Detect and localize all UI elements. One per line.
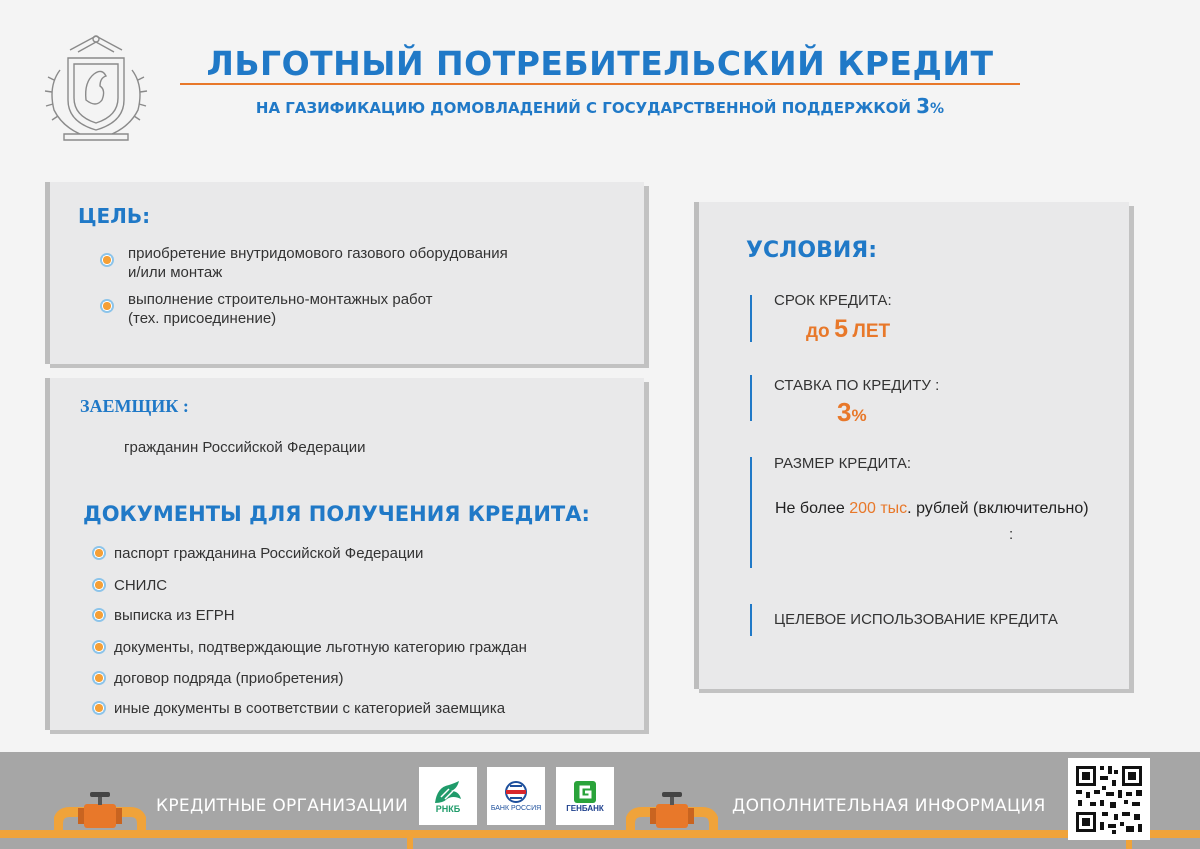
- bullet-icon: [92, 671, 106, 685]
- qr-code-icon[interactable]: [1068, 758, 1150, 840]
- goal-item-line2: и/или монтаж: [128, 264, 223, 281]
- bullet-icon: [92, 608, 106, 622]
- subtitle-rate-value: 3: [916, 94, 931, 118]
- gas-valve-icon: [626, 790, 718, 843]
- crimea-coat-of-arms-icon: [40, 30, 152, 142]
- document-item-text: документы, подтверждающие льготную категорию граждан: [114, 639, 527, 656]
- borrower-text: гражданин Российской Федерации: [124, 439, 366, 456]
- more-info-label: ДОПОЛНИТЕЛЬНАЯ ИНФОРМАЦИЯ: [732, 796, 1046, 816]
- term-number: 5: [834, 315, 849, 343]
- genbank-logo-icon[interactable]: [556, 767, 614, 825]
- rate-value: [837, 397, 867, 428]
- bullet-icon: [92, 546, 106, 560]
- document-item-text: паспорт гражданина Российской Федерации: [114, 545, 424, 562]
- document-item-text: договор подряда (приобретения): [114, 670, 344, 687]
- purpose-marker: [750, 604, 752, 636]
- subtitle-rate-pct: %: [930, 101, 945, 117]
- goal-item: [100, 290, 433, 328]
- title-underline: [180, 83, 1020, 85]
- purpose-label: ЦЕЛЕВОЕ ИСПОЛЬЗОВАНИЕ КРЕДИТА: [774, 611, 1058, 628]
- bank-name: БАНК РОССИЯ: [490, 804, 542, 812]
- conditions-panel: [694, 202, 1129, 689]
- document-item-text: СНИЛС: [114, 577, 168, 594]
- document-item: [92, 576, 167, 595]
- bank-rossiya-logo-icon[interactable]: [487, 767, 545, 825]
- goal-panel: [45, 182, 644, 364]
- goal-item: [100, 244, 508, 282]
- term-prefix: до: [806, 321, 830, 342]
- gas-valve-icon: [54, 790, 146, 843]
- rate-marker: [750, 375, 752, 421]
- document-item: [92, 606, 235, 625]
- size-colon: :: [1009, 526, 1014, 543]
- goal-item-line1: выполнение строительно-монтажных работ: [128, 291, 433, 308]
- page-subtitle: [180, 94, 1020, 118]
- rnkb-logo-icon[interactable]: [419, 767, 477, 825]
- page-title: ЛЬГОТНЫЙ ПОТРЕБИТЕЛЬСКИЙ КРЕДИТ: [206, 44, 994, 83]
- bullet-icon: [92, 578, 106, 592]
- gas-pipe: [0, 830, 1200, 838]
- goal-item-line2: (тех. присоединение): [128, 310, 277, 327]
- bullet-icon: [92, 640, 106, 654]
- subtitle-rate: [916, 94, 944, 118]
- bullet-icon: [92, 701, 106, 715]
- document-item-text: выписка из ЕГРН: [114, 607, 235, 624]
- documents-heading: ДОКУМЕНТЫ ДЛЯ ПОЛУЧЕНИЯ КРЕДИТА:: [83, 502, 590, 526]
- size-prefix: Не более: [775, 500, 845, 517]
- bullet-icon: [100, 253, 114, 267]
- gas-pipe-branch: [407, 838, 413, 849]
- subtitle-text: НА ГАЗИФИКАЦИЮ ДОМОВЛАДЕНИЙ С ГОСУДАРСТВЕННОЙ ПОДДЕРЖКОЙ: [255, 99, 911, 117]
- rate-number: 3: [837, 397, 852, 427]
- bank-name: РНКБ: [435, 803, 461, 814]
- term-label: СРОК КРЕДИТА:: [774, 292, 892, 309]
- size-suffix: . рублей (включительно): [907, 500, 1089, 517]
- goal-heading: ЦЕЛЬ:: [78, 204, 151, 228]
- bank-name: ГЕНБАНК: [566, 803, 604, 813]
- size-value: 200 тыс: [849, 500, 908, 517]
- document-item: [92, 669, 343, 688]
- goal-item-line1: приобретение внутридомового газового оборудования: [128, 245, 508, 262]
- document-item: [92, 544, 423, 563]
- document-item: [92, 699, 505, 718]
- borrower-panel: [45, 378, 644, 730]
- footer: [0, 752, 1200, 849]
- size-label: РАЗМЕР КРЕДИТА:: [774, 455, 912, 472]
- rate-label: СТАВКА ПО КРЕДИТУ :: [774, 377, 940, 394]
- size-marker: [750, 457, 752, 568]
- term-value: [806, 315, 890, 344]
- document-item: [92, 638, 527, 657]
- term-unit: ЛЕТ: [852, 321, 891, 342]
- conditions-heading: УСЛОВИЯ:: [746, 238, 878, 263]
- borrower-heading: ЗАЕМЩИК :: [80, 396, 189, 416]
- document-item-text: иные документы в соответствии с категорией заемщика: [114, 700, 506, 717]
- rate-pct: %: [851, 406, 867, 425]
- term-marker: [750, 295, 752, 342]
- bullet-icon: [100, 299, 114, 313]
- size-text: [775, 500, 1089, 518]
- credit-orgs-label: КРЕДИТНЫЕ ОРГАНИЗАЦИИ: [156, 796, 408, 816]
